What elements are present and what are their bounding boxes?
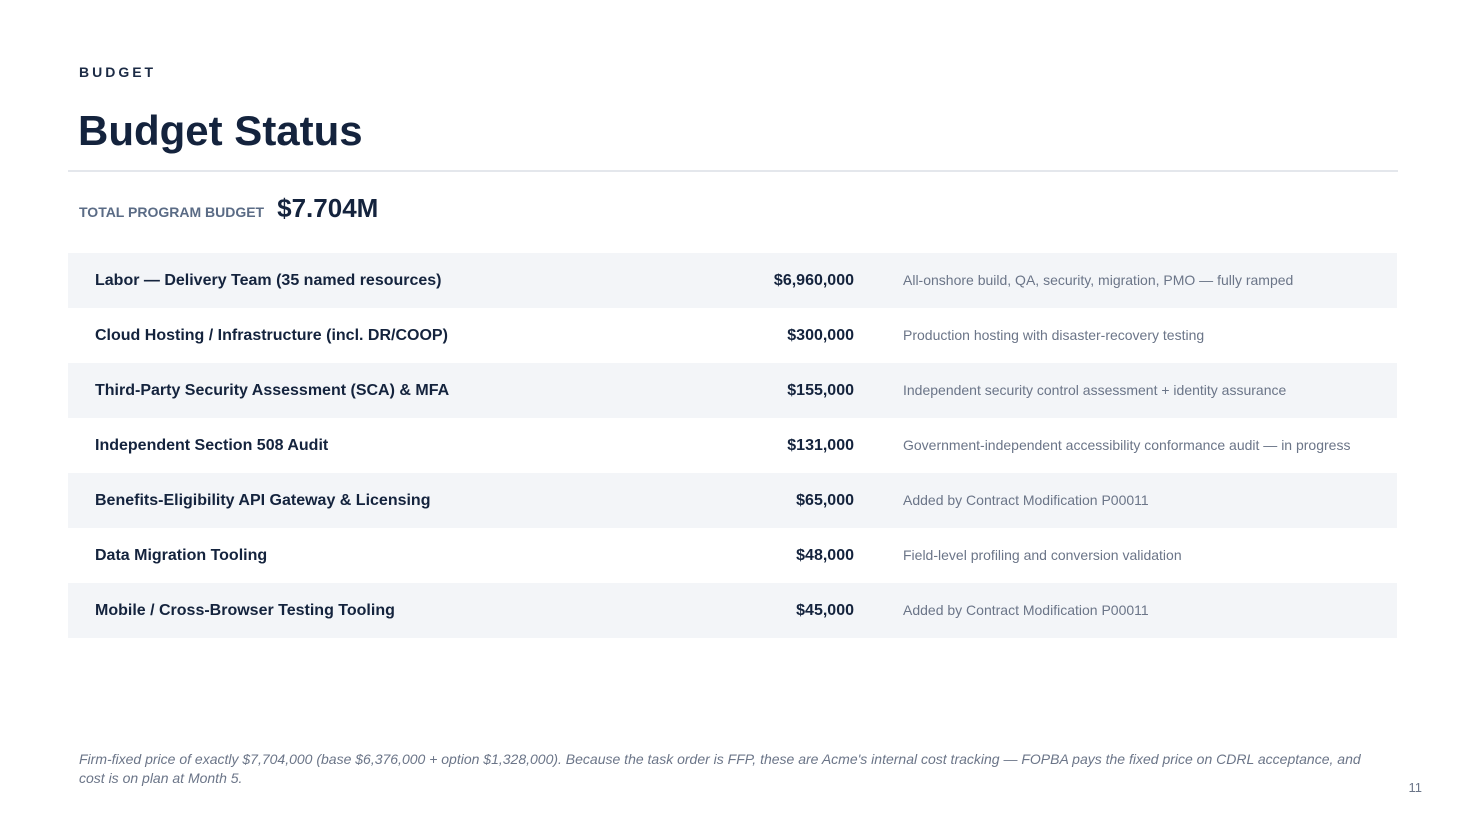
- line-item-note: Production hosting with disaster-recovery testing: [903, 326, 1205, 343]
- line-item-note: Added by Contract Modification P00011: [903, 491, 1149, 508]
- total-budget-value: $7.704M: [277, 193, 379, 223]
- table-row: [68, 363, 1397, 418]
- title-divider: [68, 170, 1398, 172]
- table-row: [68, 473, 1397, 528]
- line-item-amount: $48,000: [796, 546, 854, 564]
- line-item-amount: $300,000: [787, 326, 854, 344]
- line-item-label: Third-Party Security Assessment (SCA) & MFA: [95, 381, 450, 399]
- total-budget-label: TOTAL PROGRAM BUDGET: [79, 204, 265, 220]
- line-item-amount: $65,000: [796, 491, 854, 509]
- line-item-label: Data Migration Tooling: [95, 546, 268, 564]
- line-item-note: Government-independent accessibility conformance audit — in progress: [903, 436, 1351, 453]
- line-item-note: Added by Contract Modification P00011: [903, 601, 1149, 618]
- line-item-label: Cloud Hosting / Infrastructure (incl. DR/COOP): [95, 326, 448, 344]
- total-budget: [79, 193, 378, 224]
- page-title: Budget Status: [78, 107, 363, 154]
- line-item-label: Independent Section 508 Audit: [95, 436, 329, 454]
- table-row: [68, 253, 1397, 308]
- section-eyebrow: BUDGET: [79, 64, 157, 80]
- table-row: [68, 583, 1397, 638]
- footnote: Firm-fixed price of exactly $7,704,000 (base $6,376,000 + option $1,328,000). Because the task order is FFP, these are Acme's internal cost tracking — FOPBA pays the fixed price on CDRL acceptance, and cost is on plan at Month 5.: [79, 751, 1361, 786]
- table-row: [68, 308, 1397, 363]
- line-item-note: All-onshore build, QA, security, migration, PMO — fully ramped: [903, 271, 1294, 288]
- table-row: [68, 418, 1397, 473]
- budget-table: [68, 253, 1397, 638]
- line-item-amount: $6,960,000: [773, 271, 854, 289]
- line-item-amount: $131,000: [787, 436, 854, 454]
- line-item-note: Independent security control assessment + identity assurance: [903, 381, 1287, 398]
- line-item-amount: $45,000: [796, 601, 854, 619]
- line-item-label: Benefits-Eligibility API Gateway & Licensing: [95, 491, 431, 509]
- page-number: 11: [1408, 780, 1422, 795]
- line-item-note: Field-level profiling and conversion validation: [903, 546, 1182, 563]
- line-item-amount: $155,000: [787, 381, 854, 399]
- table-row: [68, 528, 1397, 583]
- line-item-label: Labor — Delivery Team (35 named resources): [95, 271, 442, 289]
- line-item-label: Mobile / Cross-Browser Testing Tooling: [95, 601, 395, 619]
